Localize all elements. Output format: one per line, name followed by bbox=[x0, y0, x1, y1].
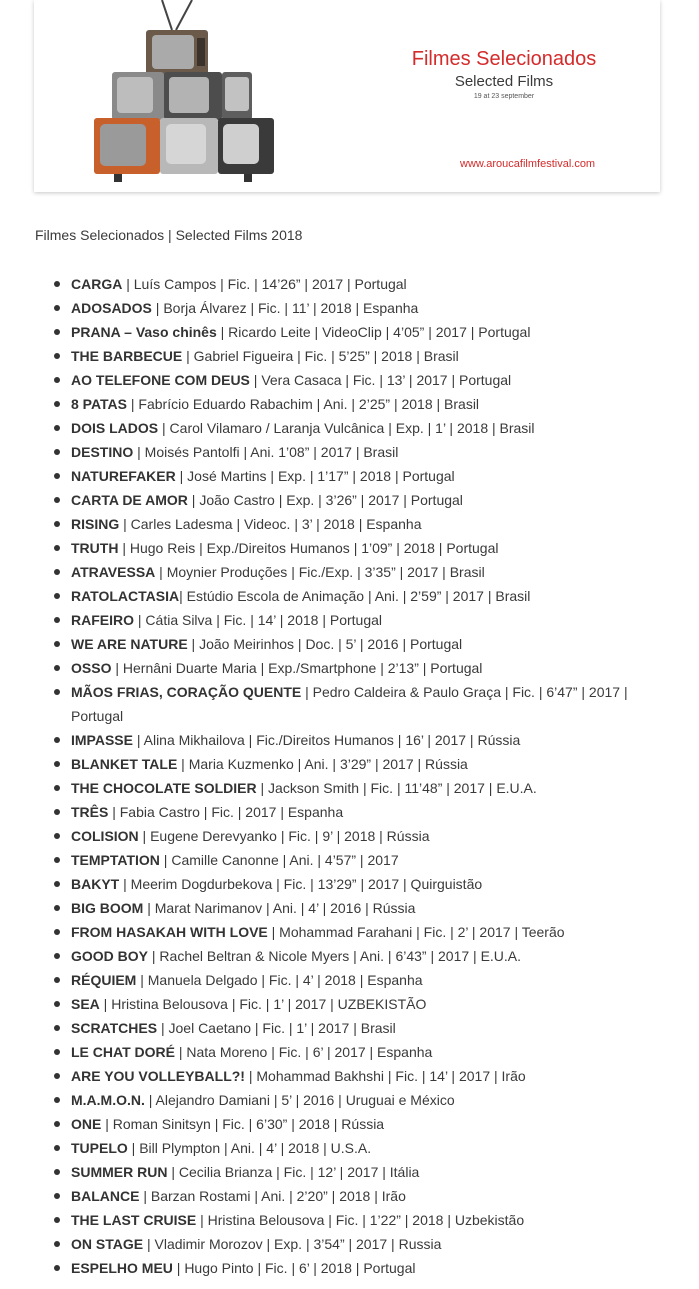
film-title: RATOLACTASIA bbox=[71, 588, 180, 604]
film-list-item bbox=[0, 776, 699, 800]
film-title: M.A.M.O.N. bbox=[71, 1092, 145, 1108]
film-title: THE LAST CRUISE bbox=[71, 1212, 197, 1228]
film-list-item bbox=[0, 896, 699, 920]
film-list-item bbox=[0, 1040, 699, 1064]
film-list-item bbox=[0, 272, 699, 296]
bullet-icon bbox=[54, 737, 60, 743]
bullet-icon bbox=[54, 377, 60, 383]
film-details: | João Meirinhos | Doc. | 5’ | 2016 | Portugal bbox=[187, 636, 463, 652]
film-title: SUMMER RUN bbox=[71, 1164, 168, 1180]
film-list-item bbox=[0, 1184, 699, 1208]
film-title: DESTINO bbox=[71, 444, 134, 460]
film-list-item bbox=[0, 296, 699, 320]
bullet-icon bbox=[54, 833, 60, 839]
film-list-item bbox=[0, 848, 699, 872]
selected-films-heading: Filmes Selecionados | Selected Films 2018 bbox=[35, 227, 303, 243]
film-title: MÃOS FRIAS, CORAÇÃO QUENTE bbox=[71, 684, 302, 700]
film-details: | Cátia Silva | Fic. | 14’ | 2018 | Portugal bbox=[134, 612, 383, 628]
bullet-icon bbox=[54, 905, 60, 911]
bullet-icon bbox=[54, 545, 60, 551]
film-details: | Hugo Reis | Exp./Direitos Humanos | 1’09” | 2018 | Portugal bbox=[118, 540, 499, 556]
film-details: | Vera Casaca | Fic. | 13’ | 2017 | Portugal bbox=[249, 372, 512, 388]
bullet-icon bbox=[54, 425, 60, 431]
bullet-icon bbox=[54, 593, 60, 599]
bullet-icon bbox=[54, 521, 60, 527]
bullet-icon bbox=[54, 473, 60, 479]
film-title: SEA bbox=[71, 996, 100, 1012]
bullet-icon bbox=[54, 929, 60, 935]
film-title: TRUTH bbox=[71, 540, 119, 556]
bullet-icon bbox=[54, 1121, 60, 1127]
bullet-icon bbox=[54, 761, 60, 767]
bullet-icon bbox=[54, 305, 60, 311]
film-list-item bbox=[0, 992, 699, 1016]
film-details: | Moynier Produções | Fic./Exp. | 3’35” | 2017 | Brasil bbox=[155, 564, 485, 580]
film-title: SCRATCHES bbox=[71, 1020, 158, 1036]
film-title: TEMPTATION bbox=[71, 852, 160, 868]
film-title: ADOSADOS bbox=[71, 300, 152, 316]
film-list-item bbox=[0, 488, 699, 512]
film-list-item bbox=[0, 1016, 699, 1040]
film-title: RISING bbox=[71, 516, 120, 532]
film-title: RÉQUIEM bbox=[71, 972, 137, 988]
bullet-icon bbox=[54, 689, 60, 695]
film-details: | Gabriel Figueira | Fic. | 5’25” | 2018 | Brasil bbox=[182, 348, 459, 364]
film-title: OSSO bbox=[71, 660, 112, 676]
film-list-item bbox=[0, 536, 699, 560]
film-title: BLANKET TALE bbox=[71, 756, 178, 772]
film-details: | Mohammad Bakhshi | Fic. | 14’ | 2017 | Irão bbox=[244, 1068, 526, 1084]
film-details: | Fabia Castro | Fic. | 2017 | Espanha bbox=[108, 804, 344, 820]
film-list-item bbox=[0, 632, 699, 656]
bullet-icon bbox=[54, 1049, 60, 1055]
film-title: WE ARE NATURE bbox=[71, 636, 188, 652]
film-list-item bbox=[0, 728, 699, 752]
film-details: | Barzan Rostami | Ani. | 2’20” | 2018 | Irão bbox=[139, 1188, 406, 1204]
bullet-icon bbox=[54, 1097, 60, 1103]
film-details: | Maria Kuzmenko | Ani. | 3’29” | 2017 | Rússia bbox=[177, 756, 468, 772]
film-title: ARE YOU VOLLEYBALL?! bbox=[71, 1068, 245, 1084]
film-title: THE BARBECUE bbox=[71, 348, 183, 364]
bullet-icon bbox=[54, 449, 60, 455]
selected-films-list bbox=[0, 272, 699, 1280]
film-details: | Borja Álvarez | Fic. | 11’ | 2018 | Espanha bbox=[151, 300, 419, 316]
film-list-item bbox=[0, 608, 699, 632]
bullet-icon bbox=[54, 1145, 60, 1151]
film-list-item bbox=[0, 392, 699, 416]
bullet-icon bbox=[54, 977, 60, 983]
film-details: | Alina Mikhailova | Fic./Direitos Humanos | 16’ | 2017 | Rússia bbox=[132, 732, 521, 748]
film-title: GOOD BOY bbox=[71, 948, 149, 964]
bullet-icon bbox=[54, 497, 60, 503]
film-details: | João Castro | Exp. | 3’26” | 2017 | Portugal bbox=[187, 492, 463, 508]
banner-url: www.aroucafilmfestival.com bbox=[460, 158, 596, 170]
film-list-item bbox=[0, 656, 699, 680]
film-details: | Carol Vilamaro / Laranja Vulcânica | Exp. | 1’ | 2018 | Brasil bbox=[158, 420, 535, 436]
film-details: | Fabrício Eduardo Rabachim | Ani. | 2’25” | 2018 | Brasil bbox=[127, 396, 480, 412]
film-title: TRÊS bbox=[71, 804, 109, 820]
bullet-icon bbox=[54, 953, 60, 959]
film-list-item bbox=[0, 464, 699, 488]
film-details: | Mohammad Farahani | Fic. | 2’ | 2017 | Teerão bbox=[267, 924, 565, 940]
bullet-icon bbox=[54, 353, 60, 359]
film-details: | Eugene Derevyanko | Fic. | 9’ | 2018 | Rússia bbox=[138, 828, 430, 844]
bullet-icon bbox=[54, 1025, 60, 1031]
film-title: BAKYT bbox=[71, 876, 120, 892]
film-list-item bbox=[0, 1208, 699, 1232]
festival-banner bbox=[34, 0, 660, 192]
film-details: | Marat Narimanov | Ani. | 4’ | 2016 | Rússia bbox=[143, 900, 416, 916]
film-title: 8 PATAS bbox=[71, 396, 128, 412]
bullet-icon bbox=[54, 641, 60, 647]
film-title: PRANA – Vaso chinês bbox=[71, 324, 217, 340]
film-list-item bbox=[0, 1256, 699, 1280]
bullet-icon bbox=[54, 1217, 60, 1223]
film-list-item bbox=[0, 1136, 699, 1160]
bullet-icon bbox=[54, 809, 60, 815]
film-details: | Rachel Beltran & Nicole Myers | Ani. | 6’43” | 2017 | E.U.A. bbox=[148, 948, 522, 964]
film-list-item bbox=[0, 752, 699, 776]
bullet-icon bbox=[54, 569, 60, 575]
film-list-item bbox=[0, 344, 699, 368]
bullet-icon bbox=[54, 785, 60, 791]
film-details: | Joel Caetano | Fic. | 1’ | 2017 | Brasil bbox=[157, 1020, 396, 1036]
stacked-tv-sets-illustration bbox=[74, 0, 294, 192]
film-title: ATRAVESSA bbox=[71, 564, 156, 580]
bullet-icon bbox=[54, 1073, 60, 1079]
film-title: NATUREFAKER bbox=[71, 468, 176, 484]
film-details: | José Martins | Exp. | 1’17” | 2018 | Portugal bbox=[175, 468, 455, 484]
bullet-icon bbox=[54, 881, 60, 887]
film-list-item bbox=[0, 920, 699, 944]
banner-dates: 19 at 23 september bbox=[473, 93, 535, 100]
bullet-icon bbox=[54, 1265, 60, 1271]
bullet-icon bbox=[54, 857, 60, 863]
film-list-item bbox=[0, 1088, 699, 1112]
film-list-item bbox=[0, 560, 699, 584]
film-list-item bbox=[0, 584, 699, 608]
film-details: | Bill Plympton | Ani. | 4’ | 2018 | U.S.A. bbox=[127, 1140, 372, 1156]
banner-subtitle: Selected Films bbox=[454, 73, 554, 90]
film-details: | Ricardo Leite | VideoClip | 4’05” | 2017 | Portugal bbox=[216, 324, 531, 340]
film-details: | Alejandro Damiani | 5’ | 2016 | Uruguai e México bbox=[144, 1092, 455, 1108]
bullet-icon bbox=[54, 665, 60, 671]
film-title: LE CHAT DORÉ bbox=[71, 1044, 175, 1060]
film-title: CARTA DE AMOR bbox=[71, 492, 188, 508]
film-list-item bbox=[0, 368, 699, 392]
bullet-icon bbox=[54, 1001, 60, 1007]
film-list-item bbox=[0, 1160, 699, 1184]
film-details: | Moisés Pantolfi | Ani. 1’08” | 2017 | Brasil bbox=[133, 444, 399, 460]
film-title: BALANCE bbox=[71, 1188, 140, 1204]
film-title: COLISION bbox=[71, 828, 139, 844]
film-title: ONE bbox=[71, 1116, 102, 1132]
film-list-item bbox=[0, 872, 699, 896]
film-title: BIG BOOM bbox=[71, 900, 144, 916]
film-title: DOIS LADOS bbox=[71, 420, 159, 436]
film-details: | Estúdio Escola de Animação | Ani. | 2’59” | 2017 | Brasil bbox=[179, 588, 531, 604]
film-list-item bbox=[0, 320, 699, 344]
film-details: | Camille Canonne | Ani. | 4’57” | 2017 bbox=[159, 852, 399, 868]
film-title: TUPELO bbox=[71, 1140, 128, 1156]
film-title: ON STAGE bbox=[71, 1236, 144, 1252]
film-list-item bbox=[0, 1112, 699, 1136]
film-details: | Luís Campos | Fic. | 14’26” | 2017 | Portugal bbox=[122, 276, 407, 292]
film-details: | Hernâni Duarte Maria | Exp./Smartphone | 2’13” | Portugal bbox=[111, 660, 483, 676]
film-details: | Hristina Belousova | Fic. | 1’ | 2017 | UZBEKISTÃO bbox=[99, 996, 427, 1012]
film-list-item bbox=[0, 800, 699, 824]
bullet-icon bbox=[54, 617, 60, 623]
bullet-icon bbox=[54, 329, 60, 335]
film-title: RAFEIRO bbox=[71, 612, 134, 628]
film-details: | Hugo Pinto | Fic. | 6’ | 2018 | Portugal bbox=[172, 1260, 416, 1276]
bullet-icon bbox=[54, 1169, 60, 1175]
film-details: | Pedro Caldeira & Paulo Graça | Fic. | 6’47” | 2017 | Portugal bbox=[71, 684, 628, 724]
film-title: ESPELHO MEU bbox=[71, 1260, 173, 1276]
film-title: FROM HASAKAH WITH LOVE bbox=[71, 924, 268, 940]
film-details: | Meerim Dogdurbekova | Fic. | 13’29” | 2017 | Quirguistão bbox=[119, 876, 483, 892]
film-title: AO TELEFONE COM DEUS bbox=[71, 372, 250, 388]
film-details: | Hristina Belousova | Fic. | 1’22” | 2018 | Uzbekistão bbox=[196, 1212, 525, 1228]
film-details: | Carles Ladesma | Videoc. | 3’ | 2018 | Espanha bbox=[119, 516, 422, 532]
film-details: | Manuela Delgado | Fic. | 4’ | 2018 | Espanha bbox=[136, 972, 423, 988]
film-list-item bbox=[0, 680, 699, 728]
film-list-item bbox=[0, 512, 699, 536]
film-list-item bbox=[0, 440, 699, 464]
bullet-icon bbox=[54, 1193, 60, 1199]
film-details: | Roman Sinitsyn | Fic. | 6’30” | 2018 | Rússia bbox=[101, 1116, 385, 1132]
film-title: IMPASSE bbox=[71, 732, 133, 748]
film-details: | Nata Moreno | Fic. | 6’ | 2017 | Espanha bbox=[174, 1044, 433, 1060]
film-details: | Cecilia Brianza | Fic. | 12’ | 2017 | Itália bbox=[167, 1164, 420, 1180]
film-list-item bbox=[0, 824, 699, 848]
bullet-icon bbox=[54, 401, 60, 407]
film-list-item bbox=[0, 968, 699, 992]
film-list-item bbox=[0, 944, 699, 968]
film-details: | Vladimir Morozov | Exp. | 3’54” | 2017 | Russia bbox=[143, 1236, 442, 1252]
film-title: CARGA bbox=[71, 276, 123, 292]
film-title: THE CHOCOLATE SOLDIER bbox=[71, 780, 257, 796]
film-details: | Jackson Smith | Fic. | 11’48” | 2017 | E.U.A. bbox=[256, 780, 537, 796]
bullet-icon bbox=[54, 1241, 60, 1247]
film-list-item bbox=[0, 1232, 699, 1256]
banner-title: Filmes Selecionados bbox=[411, 48, 597, 70]
bullet-icon bbox=[54, 281, 60, 287]
film-list-item bbox=[0, 1064, 699, 1088]
film-list-item bbox=[0, 416, 699, 440]
